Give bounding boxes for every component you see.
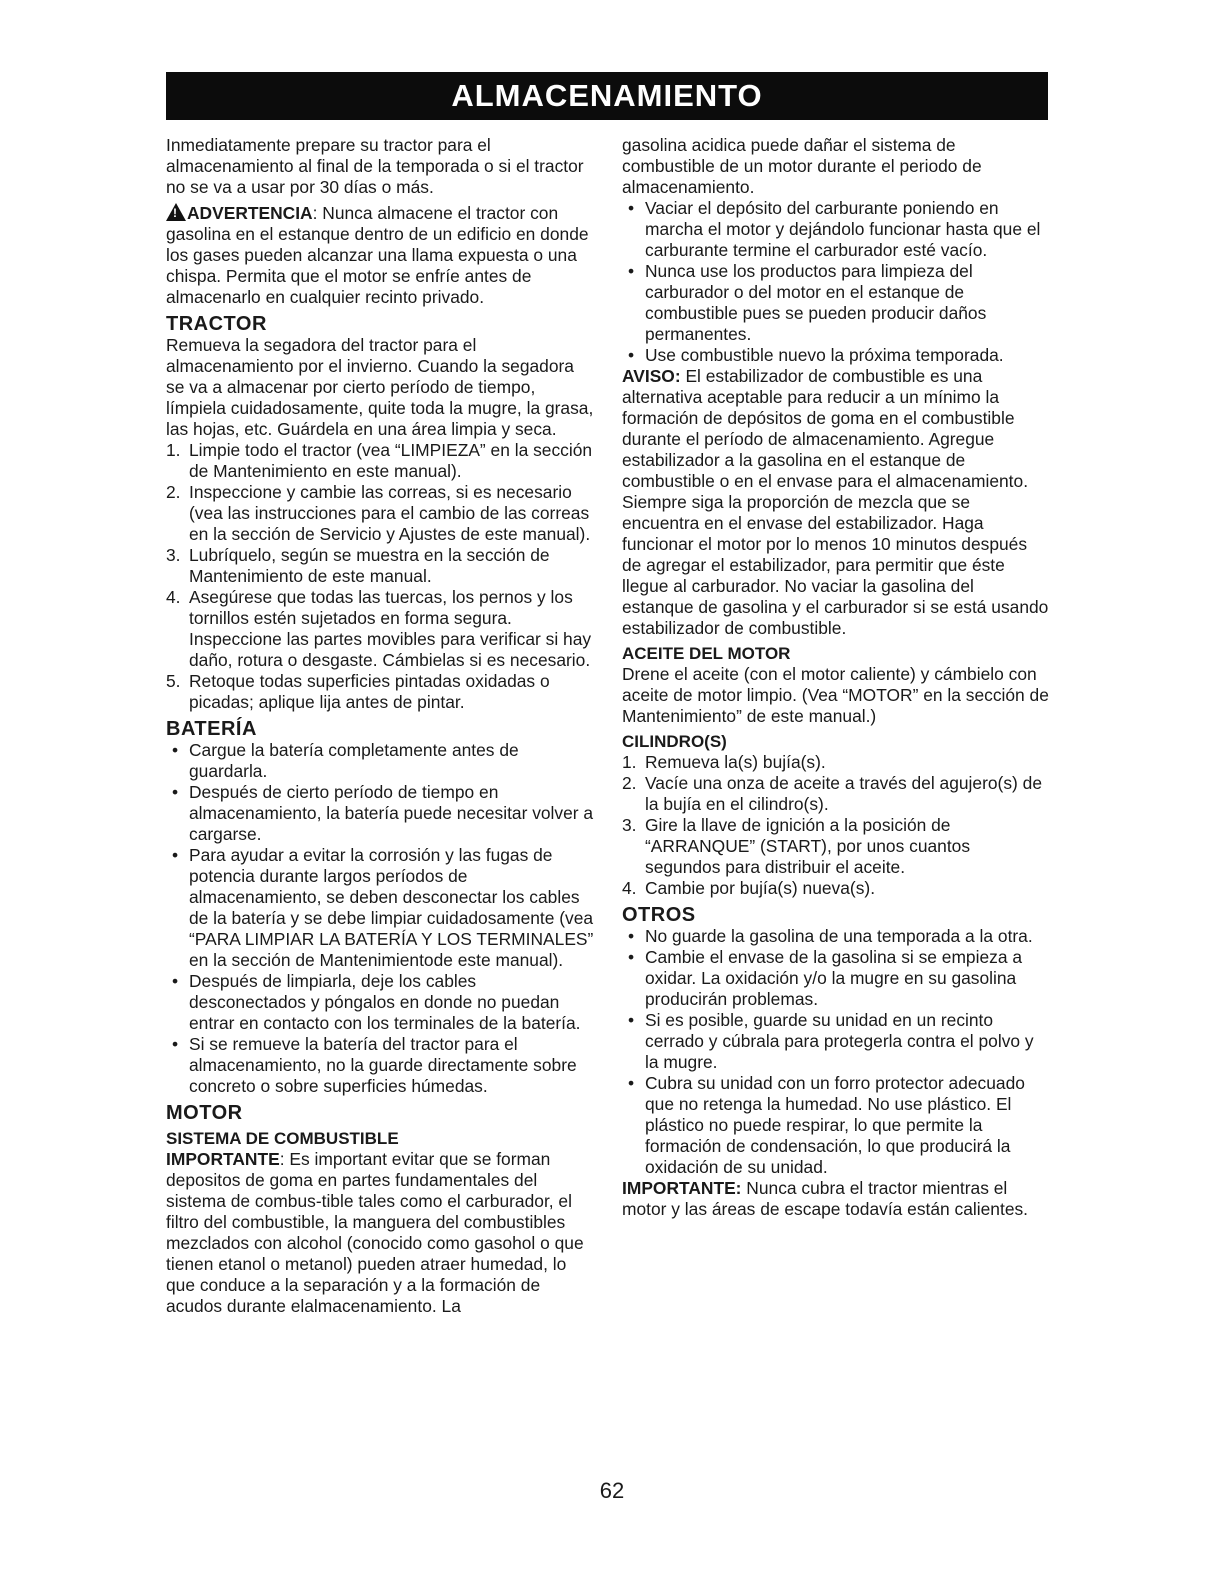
tractor-paragraph: Remueva la segadora del tractor para el almacenamiento por el invierno. Cuando la segadora se va a almacenar por cierto período de tiempo, límpiela cuidadosamente, quite toda la mugre, la grasa, las hojas, etc. Guárdela en una área limpia y seca. (166, 335, 594, 439)
step-text: Remueva la(s) bujía(s). (645, 752, 826, 772)
bullet-icon: • (172, 971, 179, 991)
item-text: Para ayudar a evitar la corrosión y las fugas de potencia durante largos períodos de almacenamiento, se deben desconectar los cables de la batería y se debe limpiar cuidadosamente (vea “PARA LIMPIAR LA BATERÍA Y LOS TERMINALES” en la sección de Mantenimientode este manual). (189, 845, 594, 970)
warning-text: : Nunca almacene el tractor con gasolina en el estanque dentro de un edificio en donde los gases pueden alcanzar una llama expuesta o una chispa. Permita que el motor se enfríe antes de almacenarlo en cualquier recinto privado. (166, 203, 589, 307)
item-text: Después de limpiarla, deje los cables desconectados y póngalos en donde no puedan entrar en contacto con los terminales de la batería. (189, 971, 581, 1033)
step-number: 2. (622, 773, 637, 793)
bullet-icon: • (628, 261, 635, 281)
final-important-paragraph (622, 1178, 1050, 1220)
item-text: Cubra su unidad con un forro protector adecuado que no retenga la humedad. No use plástico. El plástico no puede respirar, lo que permite la formación de condensación, lo que producirá la oxidación de su unidad. (645, 1073, 1025, 1177)
list-item (622, 1010, 1050, 1073)
step-text: Inspeccione y cambie las correas, si es necesario (vea las instrucciones para el cambio de las correas en la sección de Servicio y Ajustes de este manual). (189, 482, 591, 544)
list-item (166, 482, 596, 545)
warning-paragraph (166, 203, 596, 308)
step-number: 4. (622, 878, 637, 898)
step-text: Cambie por bujía(s) nueva(s). (645, 878, 876, 898)
warning-label: ADVERTENCIA (187, 203, 313, 223)
fuel-list (622, 198, 1050, 366)
bateria-heading: BATERÍA (166, 718, 257, 740)
important-label: IMPORTANTE: (622, 1178, 742, 1198)
list-item (622, 926, 1050, 947)
bullet-icon: • (628, 1010, 635, 1030)
important-text: : Es important evitar que se forman depositos de goma en partes fundamentales del sistema de combus-tible tales como el carburador, el filtro del combustible, la manguera del combustibles mezclados con alcohol (conocido como gasohol o que tienen etanol o metanol) pueden atraer humedad, lo que conduce a la separación y a la formación de acudos durante elalmacenamiento. La (166, 1149, 584, 1316)
item-text: Si es posible, guarde su unidad en un recinto cerrado y cúbrala para protegerla contra el polvo y la mugre. (645, 1010, 1034, 1072)
list-item (622, 1073, 1050, 1178)
intro-paragraph: Inmediatamente prepare su tractor para el almacenamiento al final de la temporada o si el tractor no se va a usar por 30 días o más. (166, 135, 584, 197)
item-text: Nunca use los productos para limpieza del carburador o del motor en el estanque de combustible pues se pueden producir daños permanentes. (645, 261, 987, 344)
aviso-text: El estabilizador de combustible es una alternativa aceptable para reducir a un mínimo la formación de depósitos de goma en el combustible durante el período de almacenamiento. Agregue estabilizador a la gasolina en el estanque de combustible o en el envase para el almacenamiento. Siempre siga la proporción de mezcla que se encuentra en el envase del estabilizador. Haga funcionar el motor por lo menos 10 minutos después de agregar el estabilizador, para permitir que éste llegue al carburador. No vaciar la gasolina del estanque de gasolina y el carburador si se está usando estabilizador de combustible. (622, 366, 1049, 638)
list-item (622, 815, 1050, 878)
aviso-paragraph (622, 366, 1050, 639)
list-item (622, 947, 1050, 1010)
list-item (166, 740, 596, 782)
item-text: Después de cierto período de tiempo en almacenamiento, la batería puede necesitar volver a cargarse. (189, 782, 594, 844)
list-item (622, 198, 1050, 261)
motor-heading: MOTOR (166, 1102, 243, 1124)
cilindros-steps (622, 752, 1050, 899)
warning-triangle-icon: ! (166, 203, 186, 221)
step-text: Asegúrese que todas las tuercas, los pernos y los tornillos estén sujetados en forma segura. Inspeccione las partes movibles para verificar si hay daño, rotura o desgaste. Cámbielas si es necesario. (189, 587, 592, 670)
step-text: Limpie todo el tractor (vea “LIMPIEZA” en la sección de Mantenimiento en este manual). (189, 440, 593, 481)
bullet-icon: • (172, 845, 179, 865)
list-item (166, 782, 596, 845)
step-number: 1. (622, 752, 637, 772)
list-item (166, 545, 596, 587)
list-item (166, 1034, 596, 1097)
bullet-icon: • (628, 1073, 635, 1093)
page-title: ALMACENAMIENTO (166, 72, 1048, 120)
sistema-combustible-heading: SISTEMA DE COMBUSTIBLE (166, 1129, 399, 1148)
list-item (166, 671, 596, 713)
list-item (166, 587, 596, 671)
important-label: IMPORTANTE (166, 1149, 280, 1169)
left-column (166, 135, 596, 1317)
item-text: Si se remueve la batería del tractor para el almacenamiento, no la guarde directamente sobre concreto o sobre superficies húmedas. (189, 1034, 577, 1096)
bateria-list (166, 740, 596, 1097)
list-item (166, 440, 596, 482)
item-text: Use combustible nuevo la próxima temporada. (645, 345, 1004, 365)
bullet-icon: • (628, 345, 635, 365)
step-number: 5. (166, 671, 181, 691)
list-item (166, 845, 596, 971)
item-text: Cargue la batería completamente antes de guardarla. (189, 740, 519, 781)
cilindros-heading: CILINDRO(S) (622, 732, 727, 751)
step-number: 3. (622, 815, 637, 835)
right-column (622, 135, 1050, 1220)
item-text: No guarde la gasolina de una temporada a la otra. (645, 926, 1033, 946)
list-item (622, 345, 1050, 366)
tractor-heading: TRACTOR (166, 313, 267, 335)
aviso-label: AVISO: (622, 366, 681, 386)
continued-paragraph: gasolina acidica puede dañar el sistema de combustible de un motor durante el periodo de almacenamiento. (622, 135, 982, 197)
tractor-steps (166, 440, 596, 713)
bullet-icon: • (172, 782, 179, 802)
list-item (622, 773, 1050, 815)
otros-list (622, 926, 1050, 1178)
list-item (622, 261, 1050, 345)
step-number: 3. (166, 545, 181, 565)
step-number: 1. (166, 440, 181, 460)
bullet-icon: • (628, 198, 635, 218)
list-item (622, 752, 1050, 773)
page-number: 62 (599, 1478, 625, 1503)
item-text: Cambie el envase de la gasolina si se empieza a oxidar. La oxidación y/o la mugre en su gasolina producirán problemas. (645, 947, 1023, 1009)
otros-heading: OTROS (622, 904, 696, 926)
step-text: Vacíe una onza de aceite a través del agujero(s) de la bujía en el cilindro(s). (645, 773, 1043, 814)
step-number: 2. (166, 482, 181, 502)
aceite-paragraph: Drene el aceite (con el motor caliente) y cámbielo con aceite de motor limpio. (Vea “MOTOR” en la sección de Mantenimiento” de este manual.) (622, 664, 1049, 726)
list-item (622, 878, 1050, 899)
bullet-icon: • (172, 740, 179, 760)
step-text: Lubríquelo, según se muestra en la sección de Mantenimiento de este manual. (189, 545, 550, 586)
bullet-icon: • (628, 947, 635, 967)
aceite-heading: ACEITE DEL MOTOR (622, 644, 791, 663)
step-number: 4. (166, 587, 181, 607)
list-item (166, 971, 596, 1034)
item-text: Vaciar el depósito del carburante poniendo en marcha el motor y dejándolo funcionar hasta que el carburante termine el carburador esté vacío. (645, 198, 1041, 260)
motor-important-paragraph (166, 1149, 596, 1317)
important-text: Nunca cubra el tractor mientras el motor y las áreas de escape todavía están calientes. (622, 1178, 1029, 1219)
step-text: Gire la llave de ignición a la posición de “ARRANQUE” (START), por unos cuantos segundos para distribuir el aceite. (645, 815, 971, 877)
step-text: Retoque todas superficies pintadas oxidadas o picadas; aplique lija antes de pintar. (189, 671, 550, 712)
bullet-icon: • (628, 926, 635, 946)
bullet-icon: • (172, 1034, 179, 1054)
